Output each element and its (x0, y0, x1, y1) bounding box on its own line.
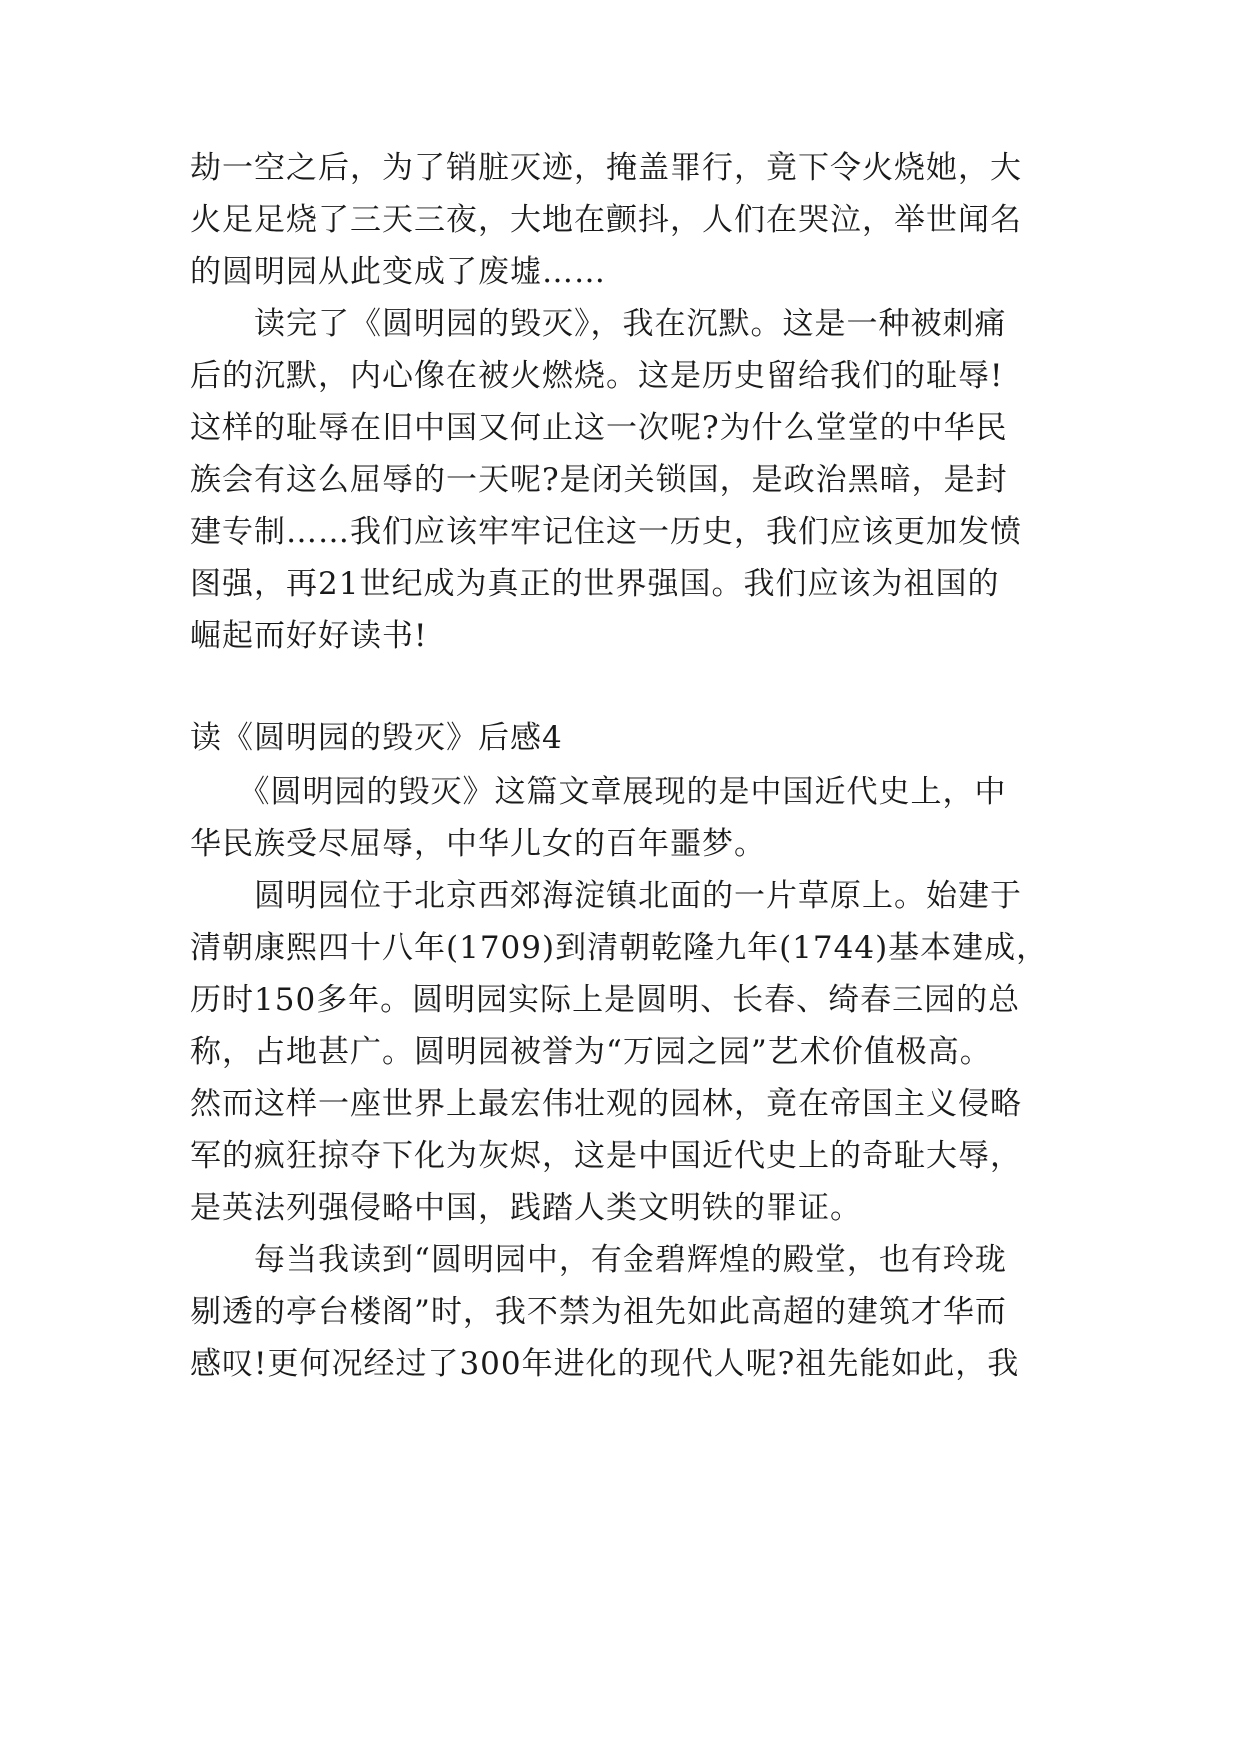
paragraph-line: 这样的耻辱在旧中国又何止这一次呢?为什么堂堂的中华民 (190, 410, 1008, 446)
paragraph-3 (190, 766, 1050, 870)
paragraph-line: 感叹!更何况经过了300年进化的现代人呢?祖先能如此，我 (190, 1346, 1020, 1382)
paragraph-line: 称，占地甚广。圆明园被誉为“万园之园”艺术价值极高。 (190, 1034, 992, 1070)
paragraph-line: 剔透的亭台楼阁”时，我不禁为祖先如此高超的建筑才华而 (190, 1294, 1007, 1330)
paragraph-1 (190, 142, 1050, 298)
paragraph-line: 火足足烧了三天三夜，大地在颤抖，人们在哭泣，举世闻名 (190, 202, 1022, 238)
paragraph-line: 华民族受尽屈辱，中华儿女的百年噩梦。 (190, 826, 766, 862)
paragraph-line: 历时150多年。圆明园实际上是圆明、长春、绮春三园的总 (190, 982, 1021, 1018)
paragraph-line: 是英法列强侵略中国，践踏人类文明铁的罪证。 (190, 1190, 862, 1226)
paragraph-line: 然而这样一座世界上最宏伟壮观的园林，竟在帝国主义侵略 (190, 1086, 1022, 1122)
paragraph-line: 读完了《圆明园的毁灭》，我在沉默。这是一种被刺痛 (190, 306, 1007, 342)
paragraph-line: 清朝康熙四十八年(1709)到清朝乾隆九年(1744)基本建成， (190, 930, 1049, 966)
paragraph-line: 图强，再21世纪成为真正的世界强国。我们应该为祖国的 (190, 566, 1000, 602)
paragraph-line: 崛起而好好读书! (190, 618, 428, 654)
paragraph-5 (190, 1234, 1050, 1390)
paragraph-line: 建专制……我们应该牢牢记住这一历史，我们应该更加发愤 (190, 514, 1022, 550)
section-heading: 读《圆明园的毁灭》后感4 (190, 720, 563, 756)
paragraph-line: 军的疯狂掠夺下化为灰烬，这是中国近代史上的奇耻大辱， (190, 1138, 1022, 1174)
paragraph-line: 圆明园位于北京西郊海淀镇北面的一片草原上。始建于 (190, 878, 1022, 914)
paragraph-line: 的圆明园从此变成了废墟…… (190, 254, 606, 290)
paragraph-line: 后的沉默，内心像在被火燃烧。这是历史留给我们的耻辱! (190, 358, 1004, 394)
paragraph-line: 每当我读到“圆明园中，有金碧辉煌的殿堂，也有玲珑 (190, 1242, 1007, 1278)
paragraph-line: 劫一空之后，为了销脏灭迹，掩盖罪行，竟下令火烧她，大 (190, 150, 1022, 186)
paragraph-line: 《圆明园的毁灭》这篇文章展现的是中国近代史上，中 (190, 774, 1007, 810)
paragraph-line: 族会有这么屈辱的一天呢?是闭关锁国，是政治黑暗，是封 (190, 462, 1008, 498)
paragraph-2 (190, 298, 1050, 662)
paragraph-4 (190, 870, 1050, 1234)
